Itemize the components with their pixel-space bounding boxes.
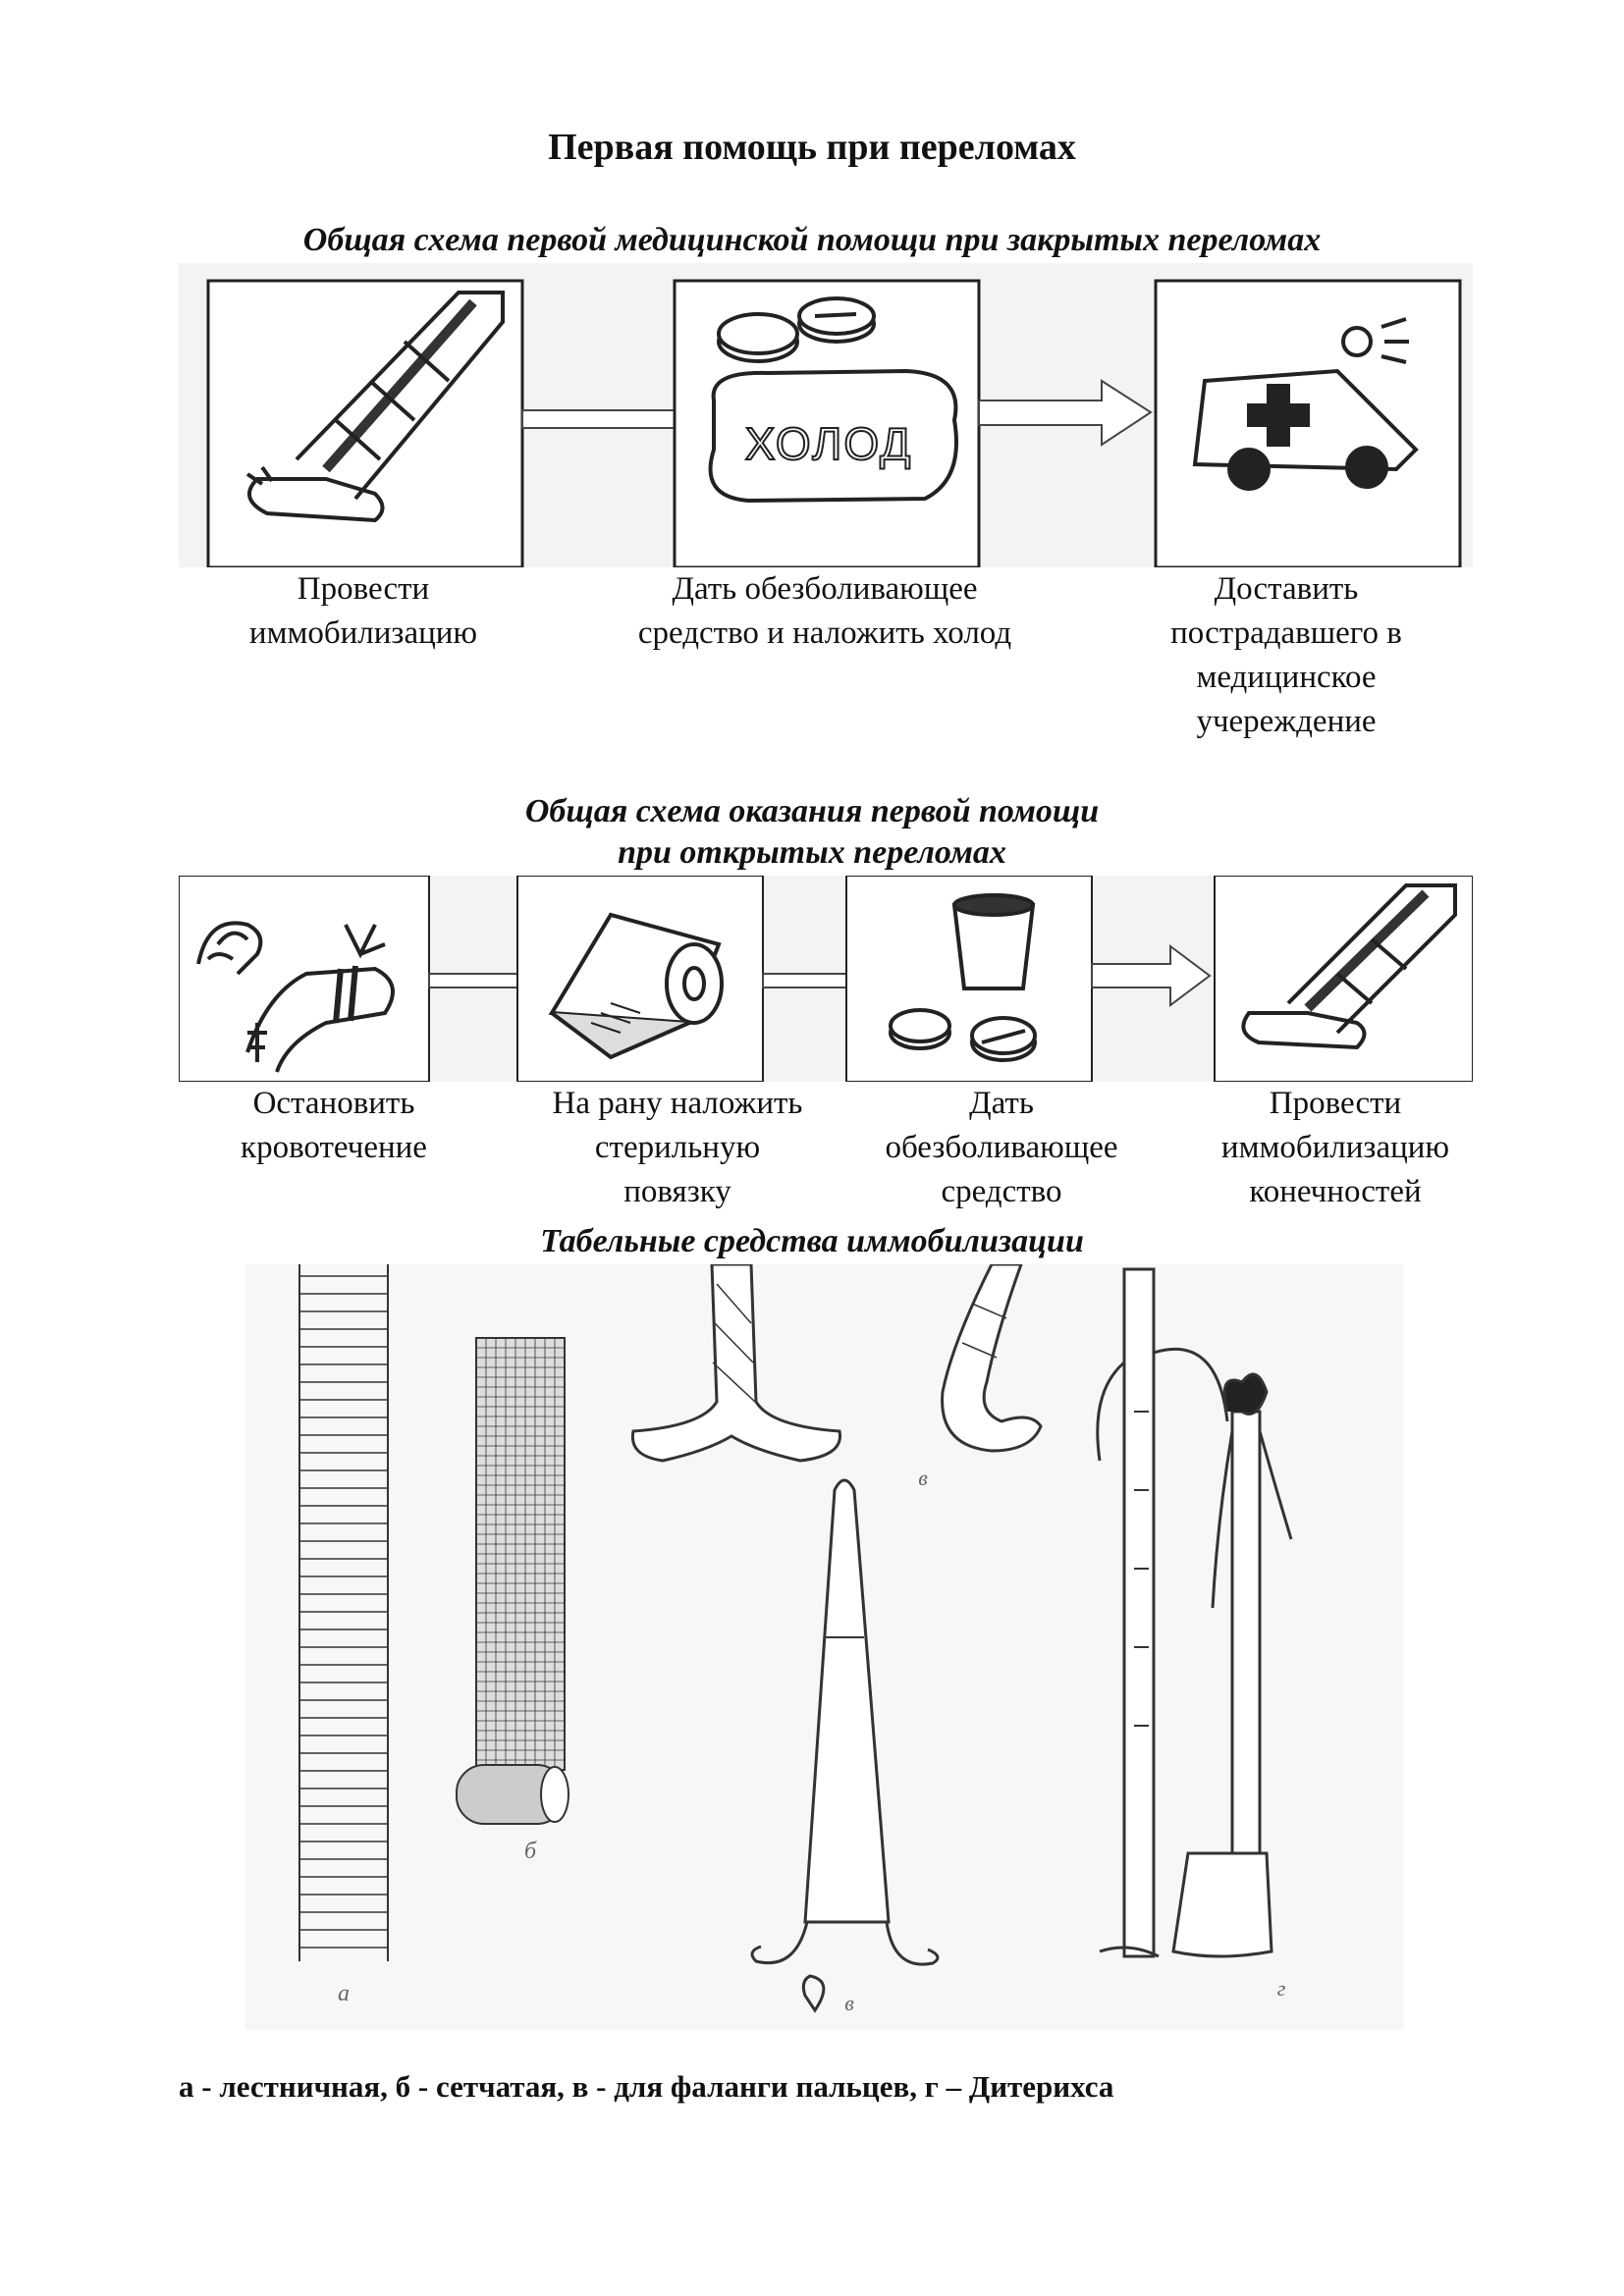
cup-icon xyxy=(954,895,1033,988)
letter-a: а xyxy=(338,1981,350,2006)
bleeding-stop-panel xyxy=(179,876,429,1082)
closed-fracture-heading: Общая схема первой медицинской помощи при закрытых переломах xyxy=(302,222,1322,258)
closed-step-3-caption: Доставить пострадавшего в медицинское учереждение xyxy=(1170,571,1402,739)
open-step-4-caption: Провести иммобилизацию конечностей xyxy=(1220,1086,1450,1209)
cold-pack-label: ХОЛОД xyxy=(744,418,913,469)
open-step-3-caption: Дать обезболивающее средство xyxy=(885,1086,1118,1209)
letter-v-bottom: в xyxy=(844,1991,854,2015)
painkiller-and-cold-panel xyxy=(675,281,979,567)
splints-illustration xyxy=(245,1264,1404,2030)
open-step-1-caption: Остановить кровотечение xyxy=(241,1086,427,1165)
letter-g: г xyxy=(1276,1976,1286,2001)
immobilization-panel xyxy=(208,281,522,567)
open-fracture-scheme xyxy=(179,876,1473,1082)
closed-step-2-caption: Дать обезболивающее средство и наложить холод xyxy=(637,571,1012,651)
limb-immobilization-panel xyxy=(1215,876,1473,1082)
splints-caption: а - лестничная, б - сетчатая, в - для фаланги пальцев, г – Дитерихса xyxy=(179,2069,1114,2104)
sterile-bandage-panel xyxy=(517,876,763,1082)
closed-step-1-caption: Провести иммобилизацию xyxy=(248,571,478,651)
transport-panel xyxy=(1156,281,1460,567)
page-title: Первая помощь при переломах xyxy=(548,127,1076,168)
splints-heading: Табельные средства иммобилизации xyxy=(540,1223,1084,1259)
cold-pack-icon xyxy=(711,371,956,501)
closed-fracture-scheme xyxy=(179,263,1473,567)
painkiller-panel xyxy=(846,876,1092,1082)
letter-b: б xyxy=(523,1839,537,1864)
open-step-2-caption: На рану наложить стерильную повязку xyxy=(552,1086,803,1209)
open-fracture-heading-line-1: Общая схема оказания первой помощи xyxy=(524,793,1100,829)
letter-v-top: в xyxy=(918,1466,928,1490)
open-fracture-heading-line-2: при открытых переломах xyxy=(618,834,1006,871)
